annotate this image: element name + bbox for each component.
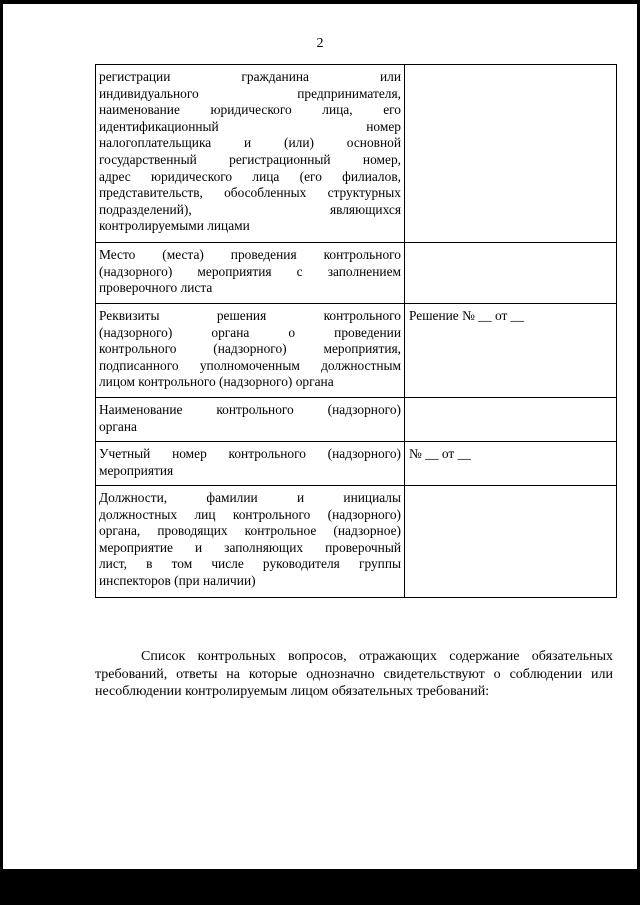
- label-line: представительств, обособленных структурных: [99, 185, 401, 201]
- label-line: мероприятие и заполняющих проверочный: [99, 539, 401, 555]
- label-line: Реквизиты решения контрольного: [99, 308, 401, 323]
- row-label-controlled-persons: [96, 65, 405, 243]
- row-value-field[interactable]: [405, 243, 617, 304]
- label-line: подписанного уполномоченным должностным: [99, 357, 401, 373]
- label-line: органа, проводящих контрольное (надзорное): [99, 523, 401, 539]
- label-line: проверочного листа: [99, 280, 213, 296]
- label-line: Учетный номер контрольного (надзорного): [99, 446, 401, 461]
- table-row: [96, 398, 617, 442]
- label-line: лист, в том числе руководителя группы: [99, 556, 401, 572]
- label-line: органа: [99, 418, 137, 434]
- table-row: [96, 442, 617, 486]
- label-line: (надзорного) органа о проведении: [99, 324, 401, 340]
- table-row: [96, 243, 617, 304]
- row-label-decision-details: [96, 304, 405, 398]
- label-line: лицом контрольного (надзорного) органа: [99, 374, 334, 390]
- row-label-authority-name: [96, 398, 405, 442]
- inspection-info-table: [95, 64, 617, 598]
- table-row: [96, 65, 617, 243]
- scan-border-bottom: [0, 869, 640, 905]
- page-number: 2: [316, 36, 324, 51]
- label-line: контрольного (надзорного) мероприятия,: [99, 341, 401, 357]
- label-line: адрес юридического лица (его филиалов,: [99, 168, 401, 184]
- row-value-field[interactable]: [405, 398, 617, 442]
- row-label-registration-number: [96, 442, 405, 486]
- row-label-officials: [96, 486, 405, 598]
- checklist-intro-paragraph: Список контрольных вопросов, отражающих содержание обязательных требований, ответы на которые однозначно свидетельствуют о соблюдении или несоблюдении контролируемым лицом обязательных требований:: [95, 649, 613, 699]
- label-line: регистрации гражданина или: [99, 69, 401, 84]
- label-line: государственный регистрационный номер,: [99, 151, 401, 167]
- label-line: должностных лиц контрольного (надзорного): [99, 506, 401, 522]
- label-line: наименование юридического лица, его: [99, 102, 401, 118]
- label-line: контролируемыми лицами: [99, 218, 250, 234]
- label-line: индивидуального предпринимателя,: [99, 85, 401, 101]
- table-row: [96, 304, 617, 398]
- label-line: мероприятия: [99, 462, 174, 478]
- label-line: идентификационный номер: [99, 118, 401, 134]
- row-value-field[interactable]: [405, 65, 617, 243]
- row-label-location: [96, 243, 405, 304]
- label-line: налогоплательщика и (или) основной: [99, 135, 401, 151]
- label-line: (надзорного) мероприятия с заполнением: [99, 263, 401, 279]
- row-value-field[interactable]: [405, 486, 617, 598]
- label-line: Место (места) проведения контрольного: [99, 247, 401, 262]
- scan-border-top: [0, 0, 640, 4]
- label-line: инспекторов (при наличии): [99, 572, 256, 588]
- scan-border-left: [0, 0, 3, 905]
- row-value-decision[interactable]: Решение № __ от __: [405, 304, 617, 398]
- label-line: подразделений), являющихся: [99, 201, 401, 217]
- table-row: [96, 486, 617, 598]
- label-line: Наименование контрольного (надзорного): [99, 402, 401, 417]
- label-line: Должности, фамилии и инициалы: [99, 490, 401, 505]
- row-value-registration-number[interactable]: № __ от __: [405, 442, 617, 486]
